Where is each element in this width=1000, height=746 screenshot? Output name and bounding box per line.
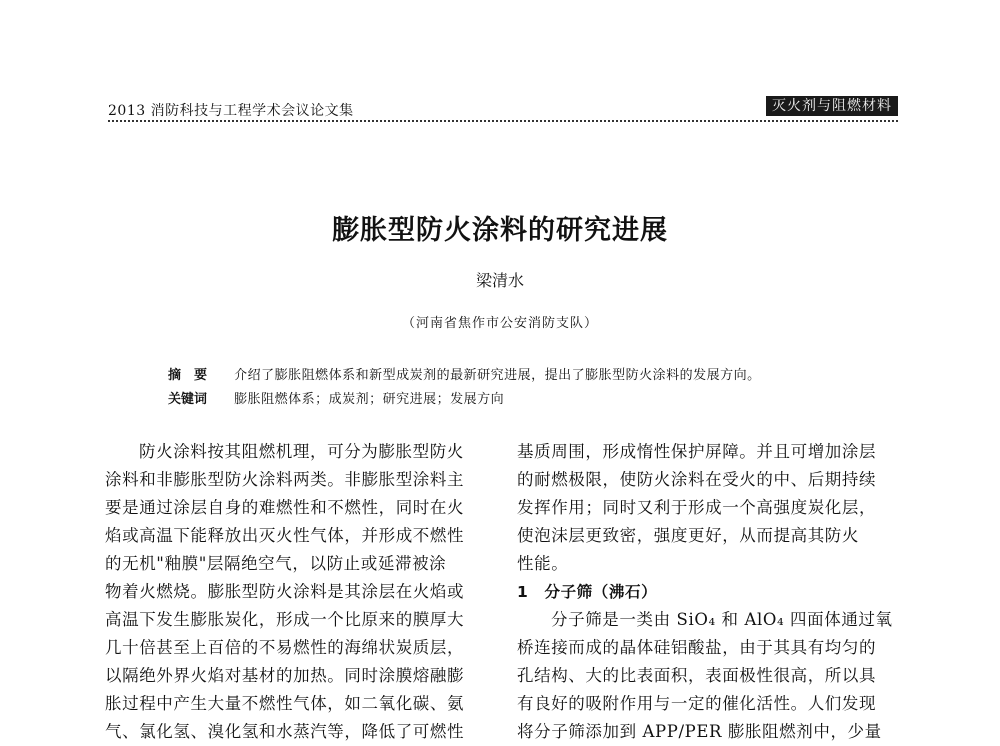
body-line: 的无机"釉膜"层隔绝空气，以防止或延滞被涂 <box>105 554 447 573</box>
body-line: 的耐燃极限，使防火涂料在受火的中、后期持续 <box>517 470 877 489</box>
left-column <box>105 438 483 746</box>
body-line: 焰或高温下能释放出灭火性气体，并形成不燃性 <box>105 526 465 545</box>
body-line: 使泡沫层更致密，强度更好，从而提高其防火 <box>517 526 859 545</box>
body-line: 性能。 <box>517 554 569 573</box>
header-rule <box>108 120 898 123</box>
abstract <box>168 364 761 383</box>
body-line: 气、氯化氢、溴化氢和水蒸汽等，降低了可燃性 <box>105 722 465 741</box>
body-line: 以隔绝外界火焰对基材的加热。同时涂膜熔融膨 <box>105 666 465 685</box>
body-line: 物着火燃烧。膨胀型防火涂料是其涂层在火焰或 <box>105 582 465 601</box>
body-line: 几十倍甚至上百倍的不易燃性的海绵状炭质层， <box>105 638 465 657</box>
keywords-label: 关键词 <box>168 392 208 407</box>
section-heading: 1 分子筛（沸石） <box>517 583 658 601</box>
keywords <box>168 388 504 407</box>
abstract-label: 摘 要 <box>168 368 208 383</box>
body-line: 有良好的吸附作用与一定的催化活性。人们发现 <box>517 694 877 713</box>
body-line: 将分子筛添加到 APP/PER 膨胀阻燃剂中，少量 <box>517 722 882 741</box>
body-line: 防火涂料按其阻燃机理，可分为膨胀型防火 <box>139 442 464 461</box>
abstract-text: 介绍了膨胀阻燃体系和新型成炭剂的最新研究进展，提出了膨胀型防火涂料的发展方向。 <box>234 368 761 383</box>
body-line: 胀过程中产生大量不燃性气体，如二氧化碳、氨 <box>105 694 465 713</box>
body-line: 高温下发生膨胀炭化，形成一个比原来的膜厚大 <box>105 610 465 629</box>
body-line: 基质周围，形成惰性保护屏障。并且可增加涂层 <box>517 442 877 461</box>
keywords-text: 膨胀阻燃体系；成炭剂；研究进展；发展方向 <box>234 392 505 407</box>
body-line: 发挥作用；同时又利于形成一个高强度炭化层， <box>517 498 877 517</box>
right-column <box>517 438 895 746</box>
paper-title: 膨胀型防火涂料的研究进展 <box>332 215 668 246</box>
running-header <box>108 96 898 122</box>
body-line: 分子筛是一类由 SiO₄ 和 AlO₄ 四面体通过氧 <box>551 610 893 629</box>
affiliation: （河南省焦作市公安消防支队） <box>401 316 598 331</box>
author: 梁清水 <box>475 271 524 290</box>
body-line: 孔结构、大的比表面积，表面极性很高，所以具 <box>517 666 877 685</box>
section-tag: 灭火剂与阻燃材料 <box>766 96 898 116</box>
body-line: 桥连接而成的晶体硅铝酸盐，由于其具有均匀的 <box>517 638 877 657</box>
body-line: 涂料和非膨胀型防火涂料两类。非膨胀型涂料主 <box>105 470 465 489</box>
body-line: 要是通过涂层自身的难燃性和不燃性，同时在火 <box>105 498 465 517</box>
journal-name: 2013 消防科技与工程学术会议论文集 <box>108 103 354 119</box>
